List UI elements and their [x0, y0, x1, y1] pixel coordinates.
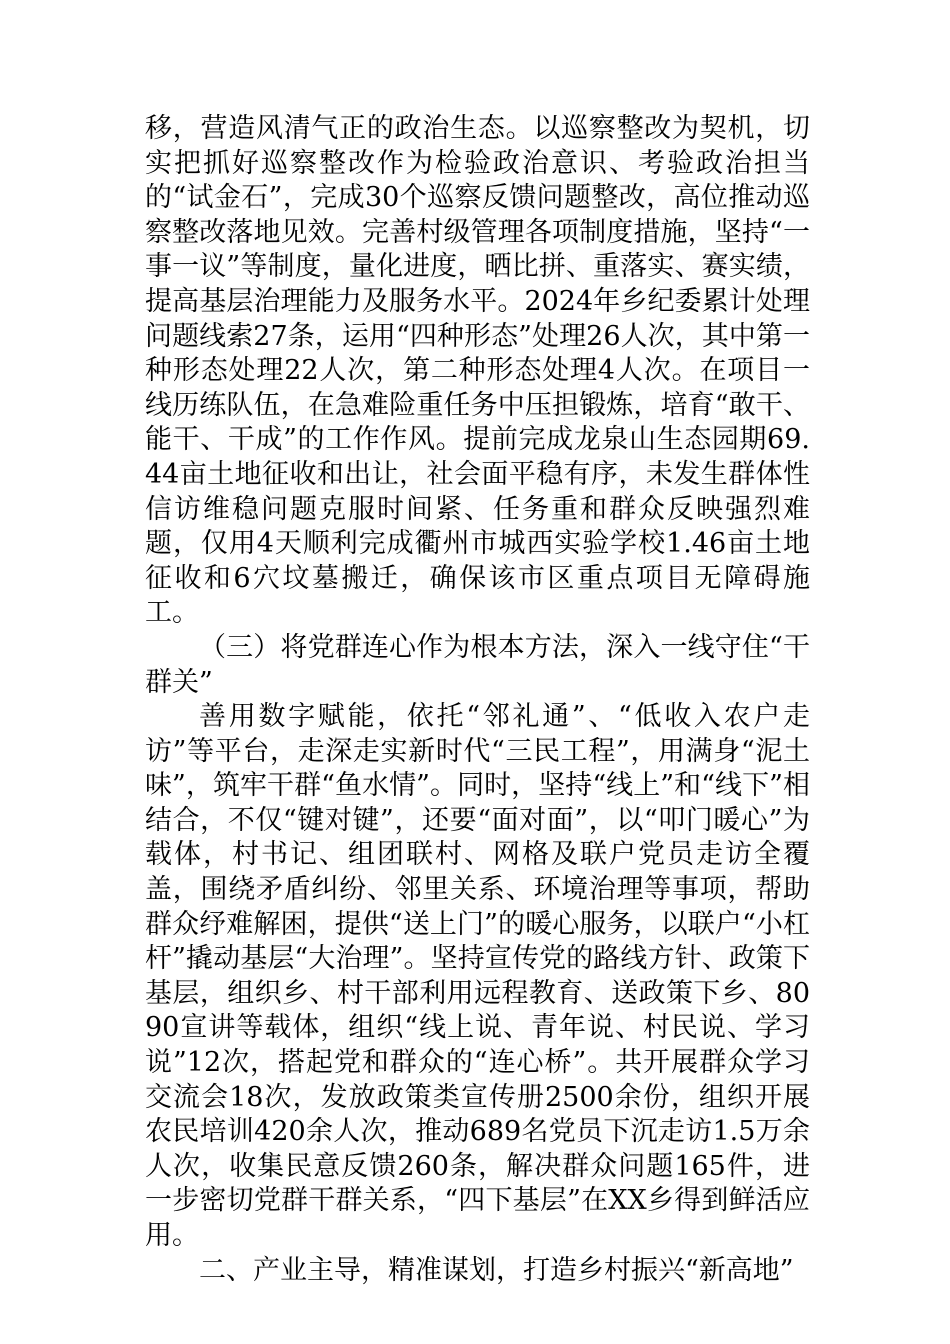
- body-paragraph-continued: 移，营造风清气正的政治生态。以巡察整改为契机，切实把抓好巡察整改作为检验政治意识、考验政治担当的“试金石”，完成30个巡察反馈问题整改，高位推动巡察整改落地见效。完善村级管理各项制度措施，坚持“一事一议”等制度，量化进度，晒比拼、重落实、赛实绩，提高基层治理能力及服务水平。2024年乡纪委累计处理问题线索27条，运用“四种形态”处理26人次，其中第一种形态处理22人次，第二种形态处理4人次。在项目一线历练队伍，在急难险重任务中压担锻炼，培育“敢干、能干、干成”的工作作风。提前完成龙泉山生态园期69.44亩土地征收和出让，社会面平稳有序，未发生群体性信访维稳问题克服时间紧、任务重和群众反映强烈难题，仅用4天顺利完成衢州市城西实验学校1.46亩土地征收和6穴坟墓搬迁，确保该市区重点项目无障碍施工。: [145, 113, 810, 629]
- document-page: [145, 112, 810, 1288]
- body-paragraph-three: 善用数字赋能，依托“邻礼通”、“低收入农户走访”等平台，走深走实新时代“三民工程”，用满身“泥土味”，筑牢干群“鱼水情”。同时，坚持“线上”和“线下”相结合，不仅“键对键”，还要“面对面”，以“叩门暖心”为载体，村书记、组团联村、网格及联户党员走访全覆盖，围绕矛盾纠纷、邻里关系、环境治理等事项，帮助群众纾难解困，提供“送上门”的暖心服务，以联户“小杠杆”撬动基层“大治理”。坚持宣传党的路线方针、政策下基层，组织乡、村干部利用远程教育、送政策下乡、8090宣讲等载体，组织“线上说、青年说、村民说、学习说”12次，搭起党和群众的“连心桥”。共开展群众学习交流会18次，发放政策类宣传册2500余份，组织开展农民培训420余人次，推动689名党员下沉走访1.5万余人次，收集民意反馈260条，解决群众问题165件，进一步密切党群干群关系，“四下基层”在XX乡得到鲜活应用。: [145, 701, 810, 1251]
- subheading-three: （三）将党群连心作为根本方法，深入一线守住“干群关”: [145, 631, 810, 698]
- section-heading-two: 二、产业主导，精准谋划，打造乡村振兴“新高地”: [199, 1254, 794, 1286]
